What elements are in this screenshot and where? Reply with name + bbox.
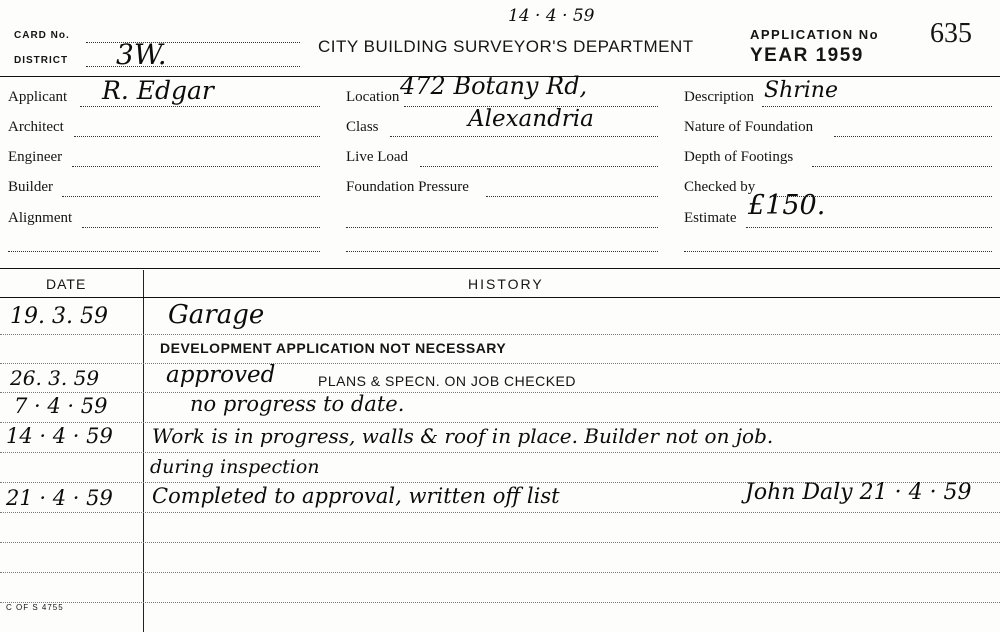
estimate-value: £150. (748, 190, 826, 221)
inspector-signature: John Daly 21 · 4 · 59 (745, 480, 972, 505)
ruled-line (0, 602, 1000, 603)
history-date: 7 · 4 · 59 (14, 394, 108, 418)
column3-line-6 (684, 251, 992, 252)
foundation-pressure-label: Foundation Pressure (346, 179, 469, 195)
nature-of-foundation-line (834, 136, 992, 137)
class-line (390, 136, 658, 137)
date-column-divider (143, 270, 144, 632)
history-date: 26. 3. 59 (10, 366, 100, 390)
history-handwritten: approved (166, 362, 276, 388)
engineer-line (72, 166, 320, 167)
applicant-value: R. Edgar (102, 76, 214, 105)
history-date: 14 · 4 · 59 (6, 424, 113, 448)
applicant-label: Applicant (8, 89, 68, 105)
application-label: APPLICATION No (750, 27, 880, 42)
history-handwritten: Work is in progress, walls & roof in place. Builder not on job. (152, 424, 774, 448)
builder-line (62, 196, 320, 197)
engineer-label: Engineer (8, 149, 63, 165)
depth-of-footings-label: Depth of Footings (684, 149, 794, 165)
architect-label: Architect (8, 119, 64, 135)
top-date: 14 · 4 · 59 (508, 6, 595, 26)
nature-of-foundation-label: Nature of Foundation (684, 119, 814, 135)
ruled-line (0, 572, 1000, 573)
live-load-line (420, 166, 658, 167)
ruled-line (0, 363, 1000, 364)
history-handwritten: no progress to date. (190, 392, 405, 416)
ruled-line (0, 334, 1000, 335)
alignment-label: Alignment (8, 210, 73, 226)
year-label: YEAR 1959 (750, 45, 864, 66)
form-code: C OF S 4755 (6, 603, 64, 612)
description-line (762, 106, 992, 107)
history-printed: DEVELOPMENT APPLICATION NOT NECESSARY (160, 340, 507, 356)
ruled-line (0, 392, 1000, 393)
ruled-line (0, 542, 1000, 543)
checked-by-label: Checked by (684, 179, 756, 195)
depth-of-footings-line (812, 166, 992, 167)
history-handwritten: Garage (168, 300, 265, 330)
description-label: Description (684, 89, 754, 105)
history-handwritten: Completed to approval, written off list (152, 484, 560, 508)
history-date: 21 · 4 · 59 (6, 486, 113, 510)
description-value: Shrine (764, 78, 838, 103)
location-value-1: 472 Botany Rd, (400, 72, 588, 100)
date-column-header: DATE (46, 276, 87, 292)
class-label: Class (346, 119, 379, 135)
alignment-line-1 (82, 227, 320, 228)
live-load-label: Live Load (346, 149, 409, 165)
architect-line (74, 136, 320, 137)
application-number: 635 (930, 18, 972, 49)
department-title: CITY BUILDING SURVEYOR'S DEPARTMENT (318, 37, 694, 56)
history-column-header: HISTORY (468, 276, 544, 292)
ruled-line (0, 452, 1000, 453)
estimate-label: Estimate (684, 210, 737, 226)
history-top-rule (0, 268, 1000, 269)
card-no-label: CARD No. (14, 30, 70, 41)
column2-line-6 (346, 251, 658, 252)
ruled-line (0, 422, 1000, 423)
district-value: 3W. (116, 38, 167, 71)
location-value-2: Alexandria (468, 106, 594, 132)
location-label: Location (346, 89, 400, 105)
applicant-line (80, 106, 320, 107)
district-label: DISTRICT (14, 55, 69, 66)
estimate-line (746, 227, 992, 228)
history-printed: PLANS & SPECN. ON JOB CHECKED (318, 373, 577, 389)
ruled-line (0, 512, 1000, 513)
foundation-pressure-line (486, 196, 658, 197)
column2-line-5 (346, 227, 658, 228)
alignment-line-2 (8, 251, 320, 252)
history-handwritten: during inspection (150, 456, 320, 478)
history-header-rule (0, 297, 1000, 298)
history-date: 19. 3. 59 (10, 304, 108, 329)
builder-label: Builder (8, 179, 53, 195)
